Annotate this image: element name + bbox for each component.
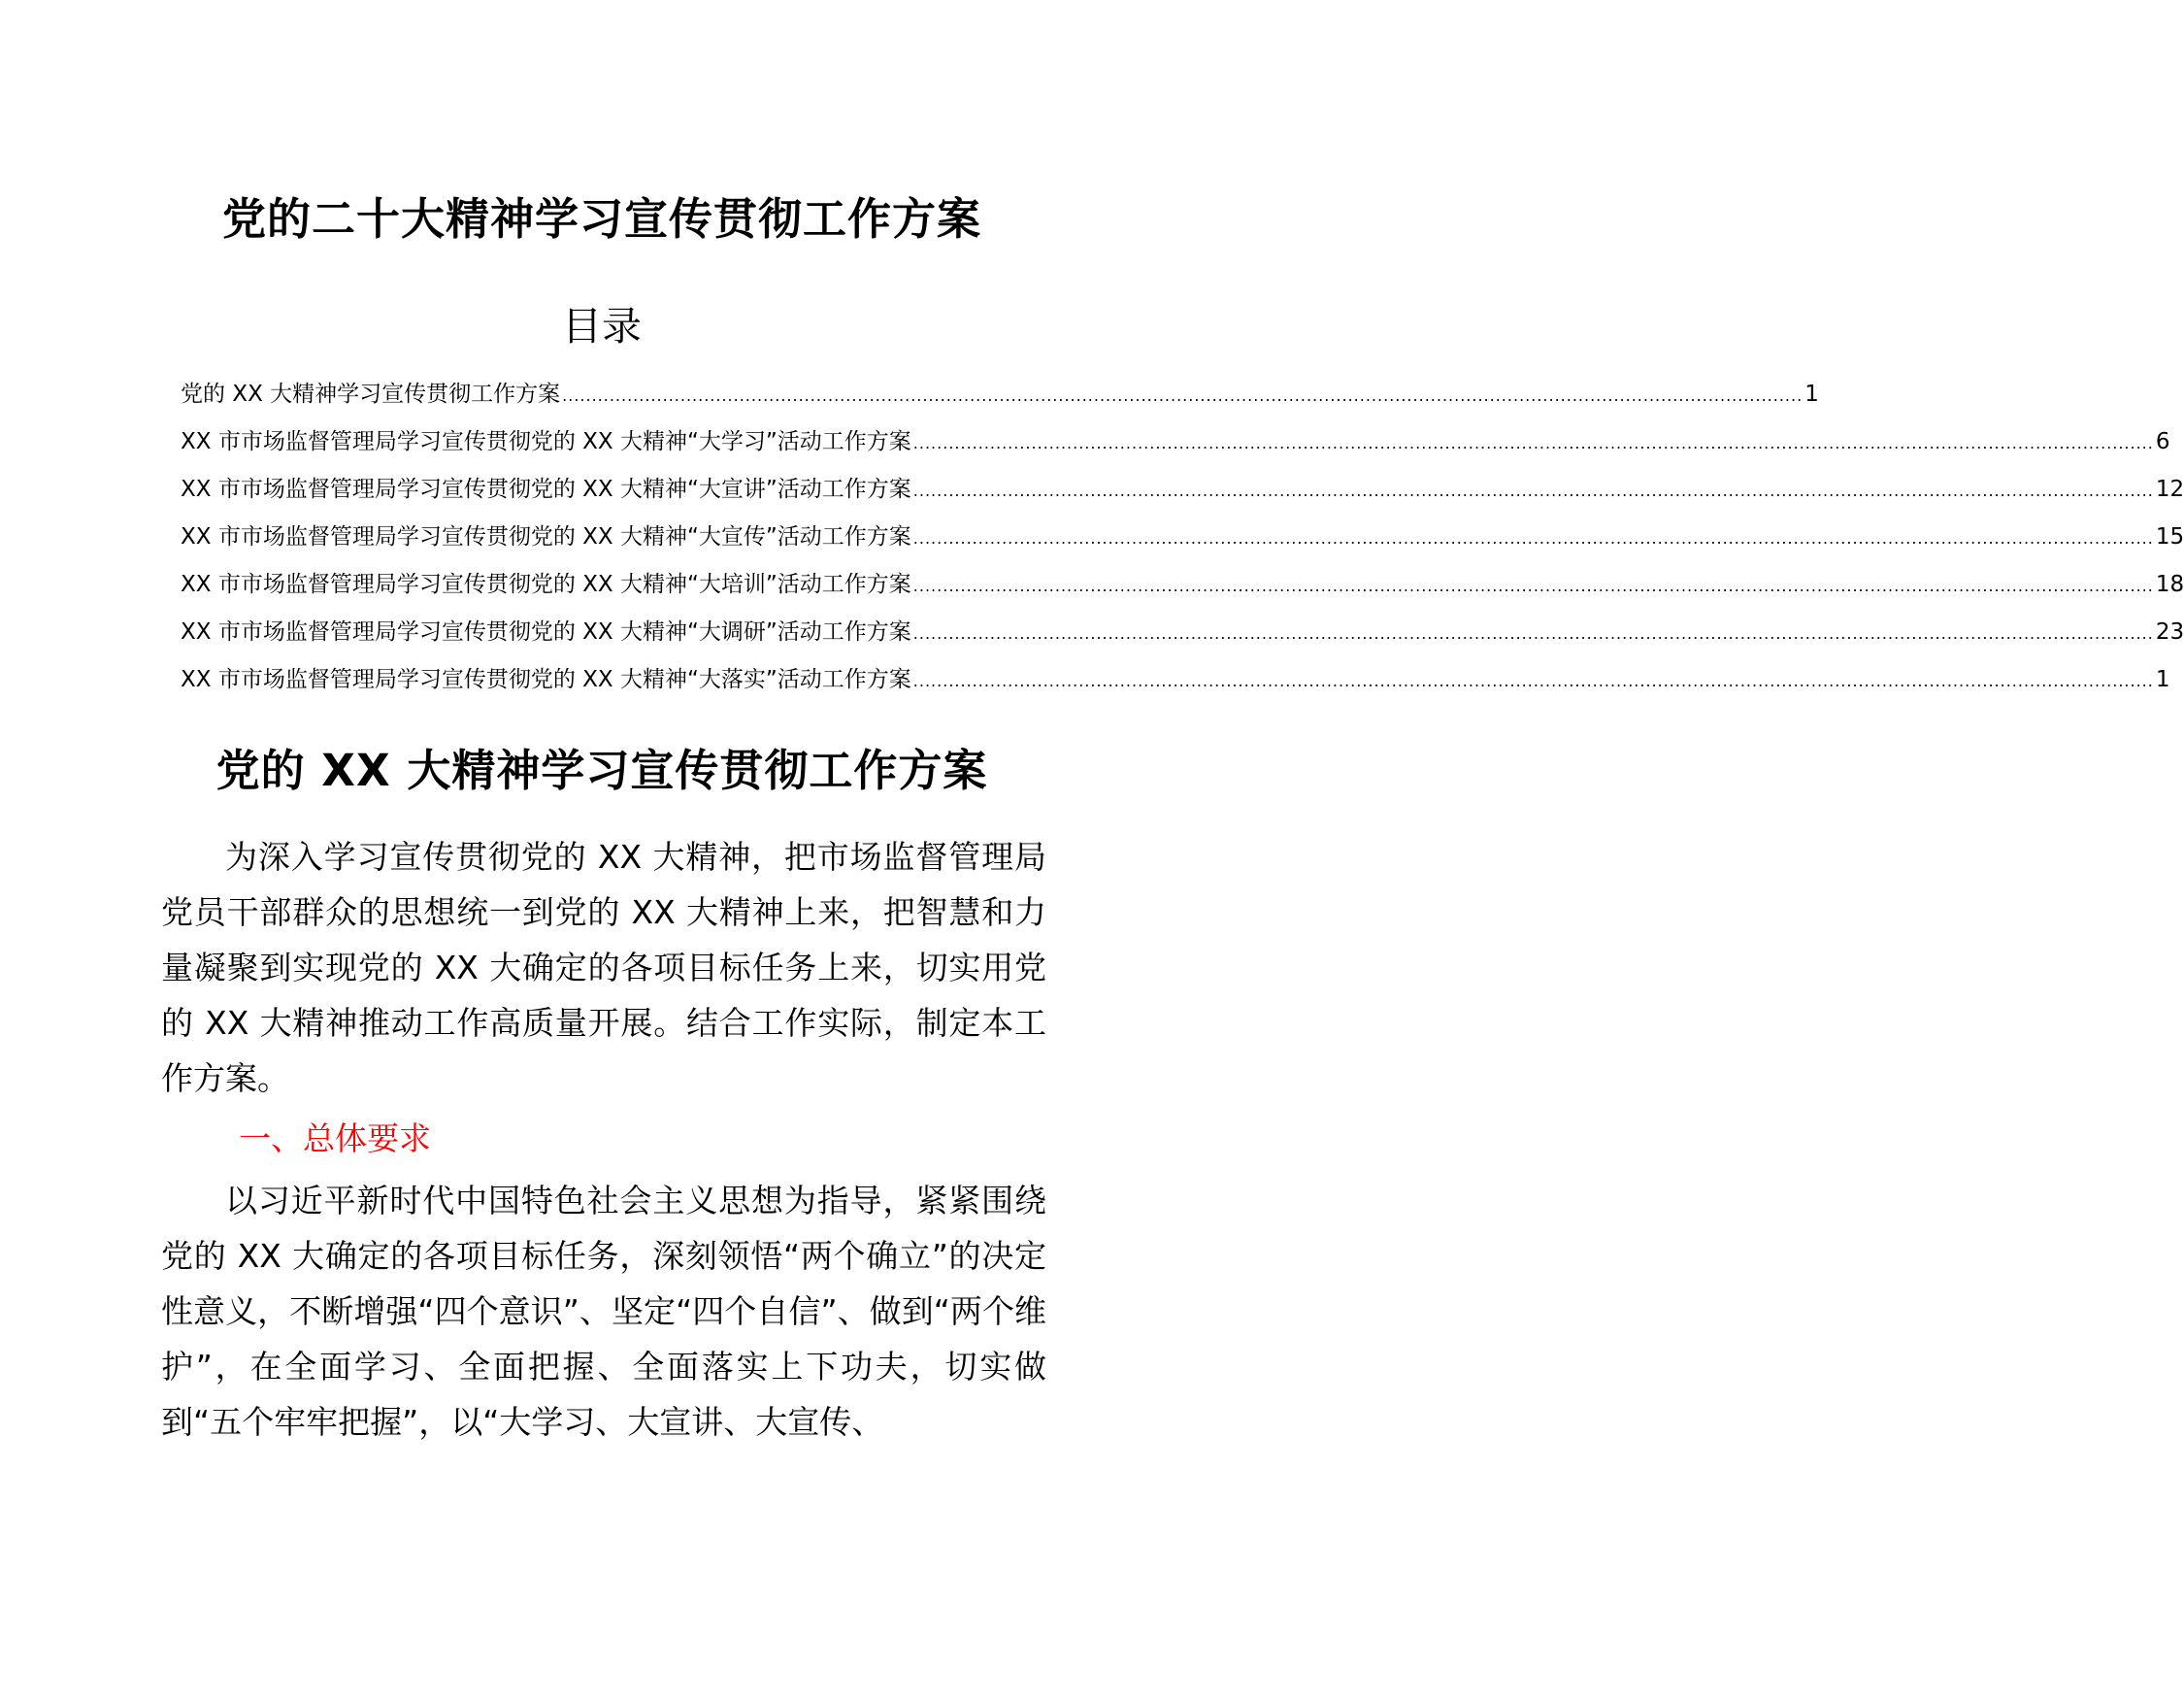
body-paragraph: 为深入学习宣传贯彻党的 XX 大精神，把市场监督管理局党员干部群众的思想统一到党的 XX 大精神上来，把智慧和力量凝聚到实现党的 XX 大确定的各项目标任务上来，切实用党的 XX 大精神推动工作高质量开展。结合工作实际，制定本工作方案。	[161, 838, 1046, 1097]
section-title: 党的 XX 大精神学习宣传贯彻工作方案	[215, 745, 988, 796]
toc-item-page: 23	[2155, 619, 2184, 645]
toc-leader-dots: ..................................................................................................................................................................................................................	[912, 624, 2154, 643]
toc-item[interactable]	[181, 609, 2184, 656]
toc-item-page: 15	[2155, 524, 2184, 550]
toc-leader-dots: ..................................................................................................................................................................................................................	[912, 482, 2154, 500]
toc-item-label: XX 市市场监督管理局学习宣传贯彻党的 XX 大精神“大调研”活动工作方案	[181, 619, 911, 645]
table-of-contents	[181, 371, 2184, 704]
toc-heading: 目录	[562, 303, 642, 350]
toc-item-label: XX 市市场监督管理局学习宣传贯彻党的 XX 大精神“大培训”活动工作方案	[181, 572, 911, 597]
toc-item-page: 1	[2155, 667, 2170, 692]
toc-item-page: 1	[1804, 382, 1819, 407]
toc-item[interactable]	[181, 656, 2170, 704]
toc-item-label: XX 市市场监督管理局学习宣传贯彻党的 XX 大精神“大宣传”活动工作方案	[181, 524, 911, 550]
subheading: 一、总体要求	[239, 1119, 431, 1157]
toc-leader-dots: ..................................................................................................................................................................................................................	[912, 672, 2154, 690]
toc-item[interactable]	[181, 371, 1819, 418]
toc-leader-dots: ..................................................................................................................................................................................................................	[912, 529, 2154, 548]
toc-leader-dots: ..................................................................................................................................................................................................................	[912, 577, 2154, 595]
toc-item[interactable]	[181, 418, 2170, 466]
toc-item-label: 党的 XX 大精神学习宣传贯彻工作方案	[181, 382, 561, 407]
toc-item-page: 18	[2155, 572, 2184, 597]
toc-item[interactable]	[181, 514, 2184, 561]
toc-item[interactable]	[181, 466, 2184, 514]
toc-item-page: 6	[2155, 429, 2170, 454]
toc-item-label: XX 市市场监督管理局学习宣传贯彻党的 XX 大精神“大宣讲”活动工作方案	[181, 477, 911, 502]
toc-item-page: 12	[2155, 477, 2184, 502]
body-paragraph: 以习近平新时代中国特色社会主义思想为指导，紧紧围绕党的 XX 大确定的各项目标任务，深刻领悟“两个确立”的决定性意义，不断增强“四个意识”、坚定“四个自信”、做到“两个维护”，在全面学习、全面把握、全面落实上下功夫，切实做到“五个牢牢把握”，以“大学习、大宣讲、大宣传、	[161, 1182, 1046, 1441]
toc-item-label: XX 市市场监督管理局学习宣传贯彻党的 XX 大精神“大落实”活动工作方案	[181, 667, 911, 692]
toc-item[interactable]	[181, 561, 2184, 609]
main-title: 党的二十大精神学习宣传贯彻工作方案	[221, 193, 981, 245]
toc-leader-dots: ..................................................................................................................................................................................................................	[562, 386, 1803, 405]
toc-leader-dots: ..................................................................................................................................................................................................................	[912, 434, 2154, 452]
toc-item-label: XX 市市场监督管理局学习宣传贯彻党的 XX 大精神“大学习”活动工作方案	[181, 429, 911, 454]
